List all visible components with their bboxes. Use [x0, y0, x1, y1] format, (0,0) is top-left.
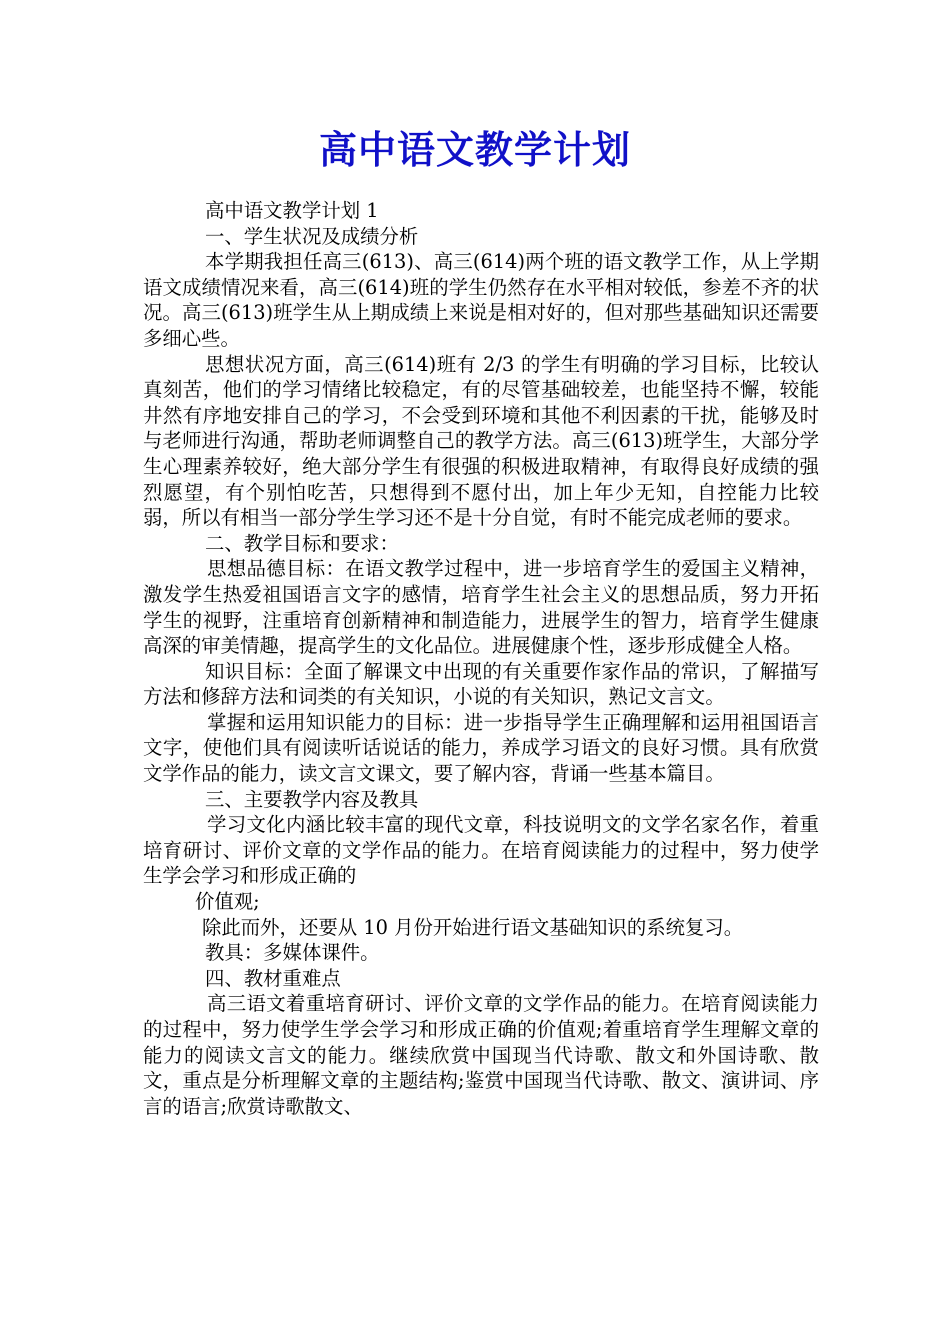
- section-heading: 高中语文教学计划 1: [205, 199, 379, 222]
- body-paragraph: 高三语文着重培育研讨、评价文章的文学作品的能力。在培育阅读能力的过程中，努力使学生学会学习和形成正确的价值观;着重培育学生理解文章的能力的阅读文言文的能力。继续欣赏中国现当代诗歌、散文和外国诗歌、散文，重点是分析理解文章的主题结构;鉴赏中国现当代诗歌、散文、演讲词、序言的语言;欣赏诗歌散文、: [143, 992, 819, 1118]
- body-paragraph: 思想状况方面，高三(614)班有 2/3 的学生有明确的学习目标，比较认真刻苦，他们的学习情绪比较稳定，有的尽管基础较差，也能坚持不懈，较能井然有序地安排自己的学习，不会受到环境和其他不利因素的干扰，能够及时与老师进行沟通，帮助老师调整自己的教学方法。高三(613)班学生，大部分学生心理素养较好，绝大部分学生有很强的积极进取精神，有取得良好成绩的强烈愿望，有个别怕吃苦，只想得到不愿付出，加上年少无知，自控能力比较弱，所以有相当一部分学生学习还不是十分自觉，有时不能完成老师的要求。: [143, 352, 819, 530]
- body-paragraph: 除此而外，还要从 10 月份开始进行语文基础知识的系统复习。: [202, 915, 744, 939]
- section-heading: 四、教材重难点: [205, 966, 341, 990]
- body-paragraph: 思想品德目标：在语文教学过程中，进一步培育学生的爱国主义精神，激发学生热爱祖国语言文字的感情，培育学生社会主义的思想品质，努力开拓学生的视野，注重培育创新精神和制造能力，进展学生的智力，培育学生健康高深的审美情趣，提高学生的文化品位。进展健康个性，逐步形成健全人格。: [143, 557, 819, 658]
- body-paragraph: 掌握和运用知识能力的目标：进一步指导学生正确理解和运用祖国语言文字，使他们具有阅读听话说话的能力，养成学习语文的良好习惯。具有欣赏文学作品的能力，读文言文课文，要了解内容，背诵一些基本篇目。: [143, 710, 819, 786]
- section-heading: 三、主要教学内容及教具: [205, 787, 419, 811]
- section-heading: 一、学生状况及成绩分析: [205, 224, 419, 248]
- document-title: 高中语文教学计划: [318, 127, 631, 172]
- document-body: [143, 198, 819, 1119]
- body-paragraph: 知识目标：全面了解课文中出现的有关重要作家作品的常识，了解描写方法和修辞方法和词类的有关知识，小说的有关知识，熟记文言文。: [143, 659, 819, 709]
- section-heading: 二、教学目标和要求：: [205, 531, 399, 555]
- body-paragraph: 教具：多媒体课件。: [205, 941, 380, 965]
- body-paragraph: 价值观;: [195, 890, 260, 914]
- body-paragraph: 学习文化内涵比较丰富的现代文章，科技说明文的文学名家名作，着重培育研讨、评价文章的文学作品的能力。在培育阅读能力的过程中，努力使学生学会学习和形成正确的: [143, 813, 819, 888]
- body-paragraph: 本学期我担任高三(613)、高三(614)两个班的语文教学工作，从上学期语文成绩情况来看，高三(614)班的学生仍然存在水平相对较低，参差不齐的状况。高三(613)班学生从上期成绩上来说是相对好的，但对那些基础知识还需要多细心些。: [143, 250, 819, 350]
